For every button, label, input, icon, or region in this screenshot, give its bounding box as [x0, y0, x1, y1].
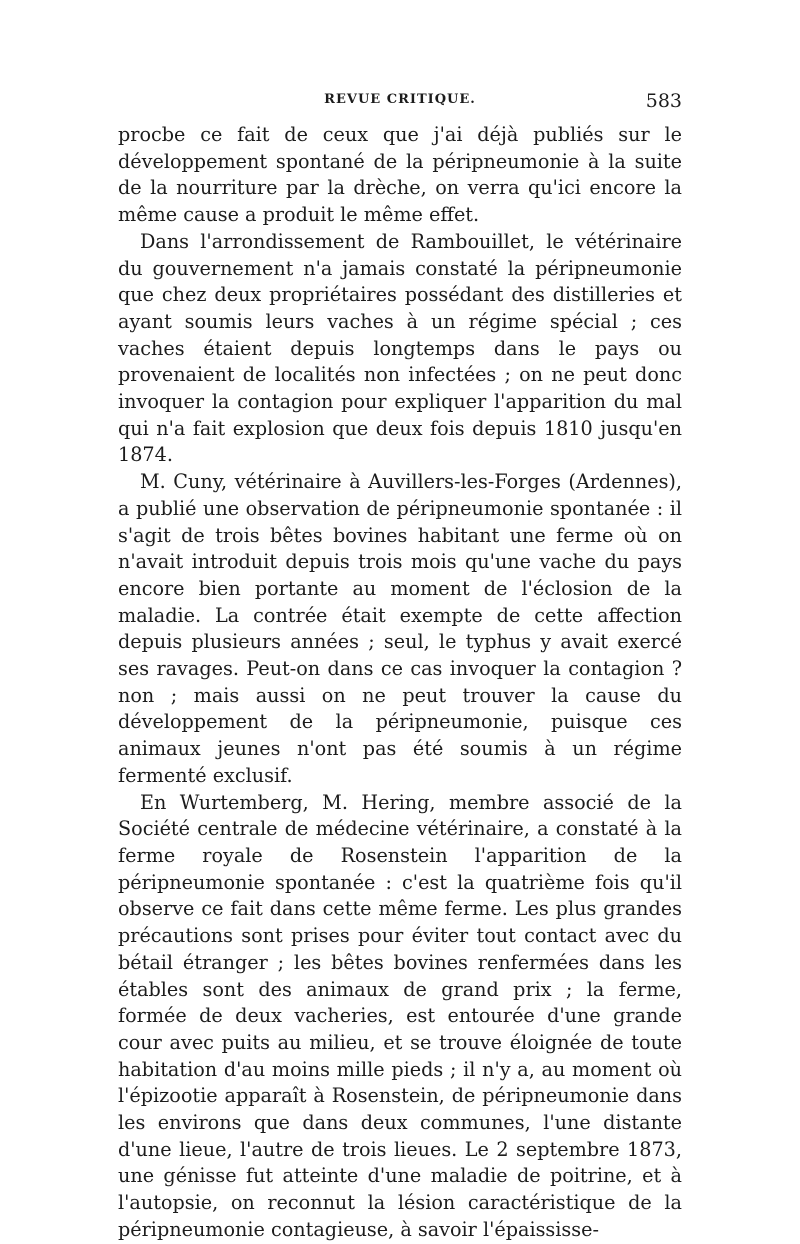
paragraph-cuny: M. Cuny, vétérinaire à Auvillers-les-Forges (Ardennes), a publié une observation de péripneumonie spontanée : il s'agit de trois bêtes bovines habitant une ferme où on n'avait introduit depuis trois mois qu'une vache du pays encore bien portante au moment de l'éclosion de la maladie. La contrée était exempte de cette affection depuis plusieurs années ; seul, le typhus y avait exercé ses ravages. Peut-on dans ce cas invoquer la contagion ? non ; mais aussi on ne peut trouver la cause du développement de la péripneumonie, puisque ces animaux jeunes n'ont pas été soumis à un régime fermenté exclusif. [118, 470, 682, 787]
paragraph-wurtemberg: En Wurtemberg, M. Hering, membre associé de la Société centrale de médecine vétérinaire, a constaté à la ferme royale de Rosenstein l'apparition de la péripneumonie spontanée : c'est la quatrième fois qu'il observe ce fait dans cette même ferme. Les plus grandes précautions sont prises pour éviter tout contact avec du bétail étranger ; les bêtes bovines renfermées dans les étables sont des animaux de grand prix ; la ferme, formée de deux vacheries, est entourée d'une grande cour avec puits au milieu, et se trouve éloignée de toute habitation d'au moins mille pieds ; il n'y a, au moment où l'épizootie apparaît à Rosenstein, de péripneumonie dans les environs que dans deux communes, l'une distante d'une lieue, l'autre de trois lieues. Le 2 septembre 1873, une génisse fut atteinte d'une maladie de poitrine, et à l'autopsie, on reconnut la lésion caractéristique de la péripneumonie contagieuse, à savoir l'épaississe- [118, 790, 682, 1241]
page-number: 583 [645, 90, 682, 112]
body-text [118, 122, 682, 1244]
page-header [118, 92, 682, 118]
paragraph-rambouillet: Dans l'arrondissement de Rambouillet, le vétérinaire du gouvernement n'a jamais constaté la péripneumonie que chez deux propriétaires possédant des distilleries et ayant soumis leurs vaches à un régime spécial ; ces vaches étaient depuis longtemps dans le pays ou provenaient de localités non infectées ; on ne peut donc invoquer la contagion pour expliquer l'apparition du mal qui n'a fait explosion que deux fois depuis 1810 jusqu'en 1874. [118, 229, 682, 467]
paragraph-continuation: procbe ce fait de ceux que j'ai déjà publiés sur le développement spontané de la péripneumonie à la suite de la nourriture par la drèche, on verra qu'ici encore la même cause a produit le même effet. [118, 123, 682, 227]
running-title: REVUE CRITIQUE. [324, 92, 476, 107]
